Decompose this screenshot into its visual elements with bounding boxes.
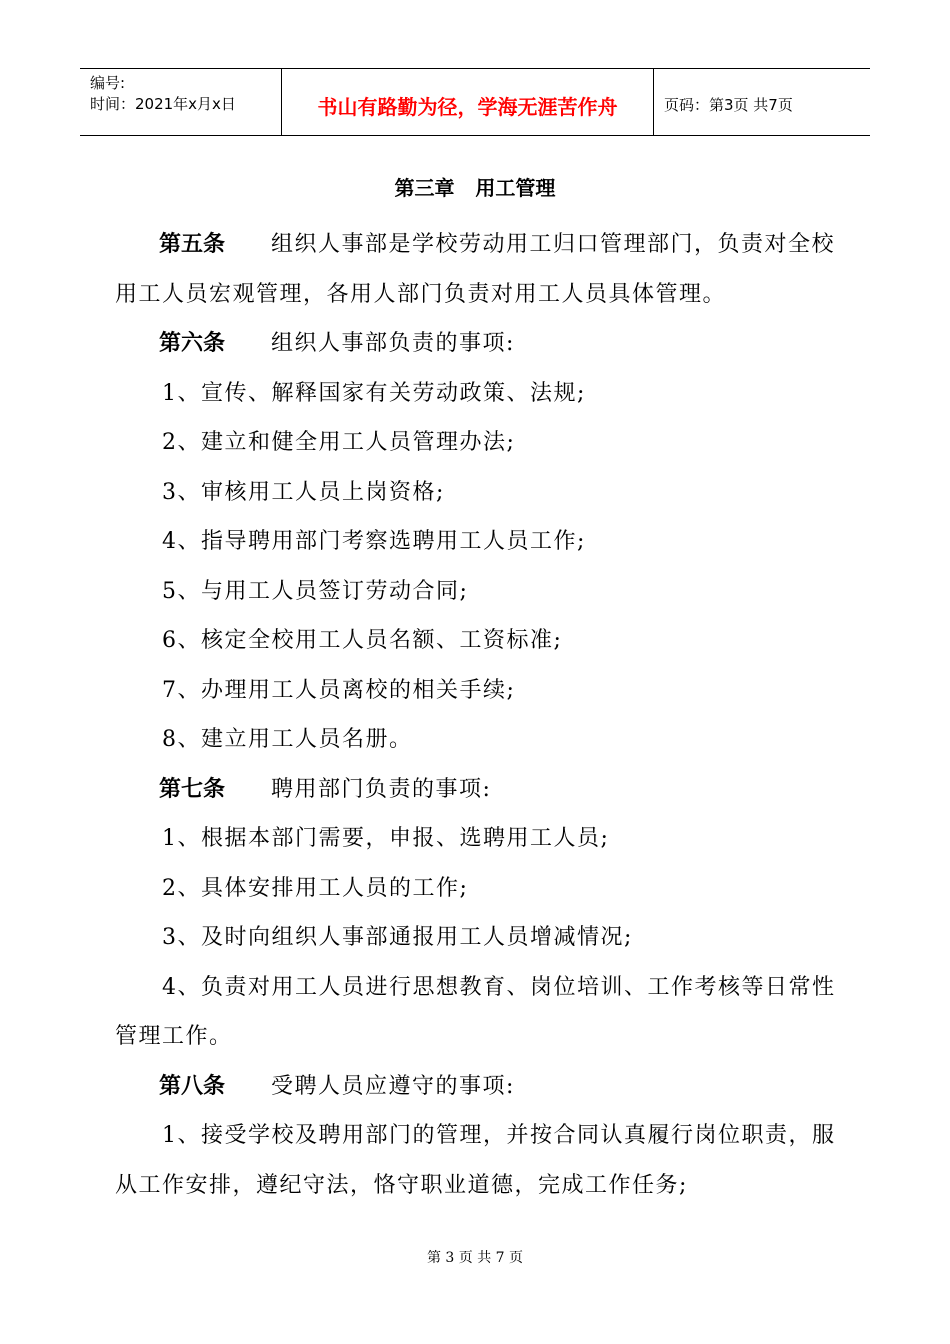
header-page-info: 页码：第3页 共7页 (664, 95, 793, 114)
article-7 (115, 765, 837, 815)
document-body (115, 220, 837, 1210)
article-5 (115, 220, 837, 319)
list-item: 4、指导聘用部门考察选聘用工人员工作; (162, 529, 586, 554)
list-item: 6、核定全校用工人员名额、工资标准; (162, 628, 563, 653)
article-text: 组织人事部是学校劳动用工归口管理部门，负责对全校用工人员宏观管理，各用人部门负责对用工人员具体管理。 (115, 232, 836, 307)
page-footer: 第 3 页 共 7 页 (426, 1250, 524, 1266)
article-text: 受聘人员应遵守的事项: (271, 1073, 515, 1099)
list-item: 1、根据本部门需要，申报、选聘用工人员; (162, 826, 610, 851)
article-label: 第八条 (159, 1072, 226, 1099)
list-item: 1、宣传、解释国家有关劳动政策、法规; (162, 380, 586, 406)
article-label: 第五条 (159, 231, 226, 257)
list-item: 5、与用工人员签订劳动合同; (162, 578, 469, 604)
list-item: 4、负责对用工人员进行思想教育、岗位培训、工作考核等日常性管理工作。 (115, 974, 836, 1049)
header-meta (80, 69, 282, 135)
document-header (80, 68, 870, 136)
article-label: 第六条 (159, 330, 226, 356)
list-item: 8、建立用工人员名册。 (162, 727, 413, 752)
article-label: 第七条 (159, 775, 226, 802)
list-item: 3、审核用工人员上岗资格; (162, 479, 445, 505)
chapter-title: 第三章 用工管理 (394, 176, 556, 200)
article-text: 组织人事部负责的事项: (271, 331, 515, 356)
list-item: 1、接受学校及聘用部门的管理，并按合同认真履行岗位职责，服从工作安排，遵纪守法，恪守职业道德，完成工作任务; (115, 1123, 836, 1198)
list-item: 2、具体安排用工人员的工作; (162, 875, 469, 901)
article-6 (115, 319, 837, 369)
article-8 (115, 1062, 837, 1112)
article-text: 聘用部门负责的事项: (271, 776, 492, 802)
list-item: 2、建立和健全用工人员管理办法; (162, 430, 516, 455)
header-motto: 书山有路勤为径，学海无涯苦作舟 (282, 69, 654, 135)
list-item: 3、及时向组织人事部通报用工人员增减情况; (162, 925, 633, 950)
list-item: 7、办理用工人员离校的相关手续; (162, 677, 516, 703)
document-number-label: 编号: (90, 74, 126, 92)
document-time: 时间：2021年x月x日 (90, 95, 236, 113)
